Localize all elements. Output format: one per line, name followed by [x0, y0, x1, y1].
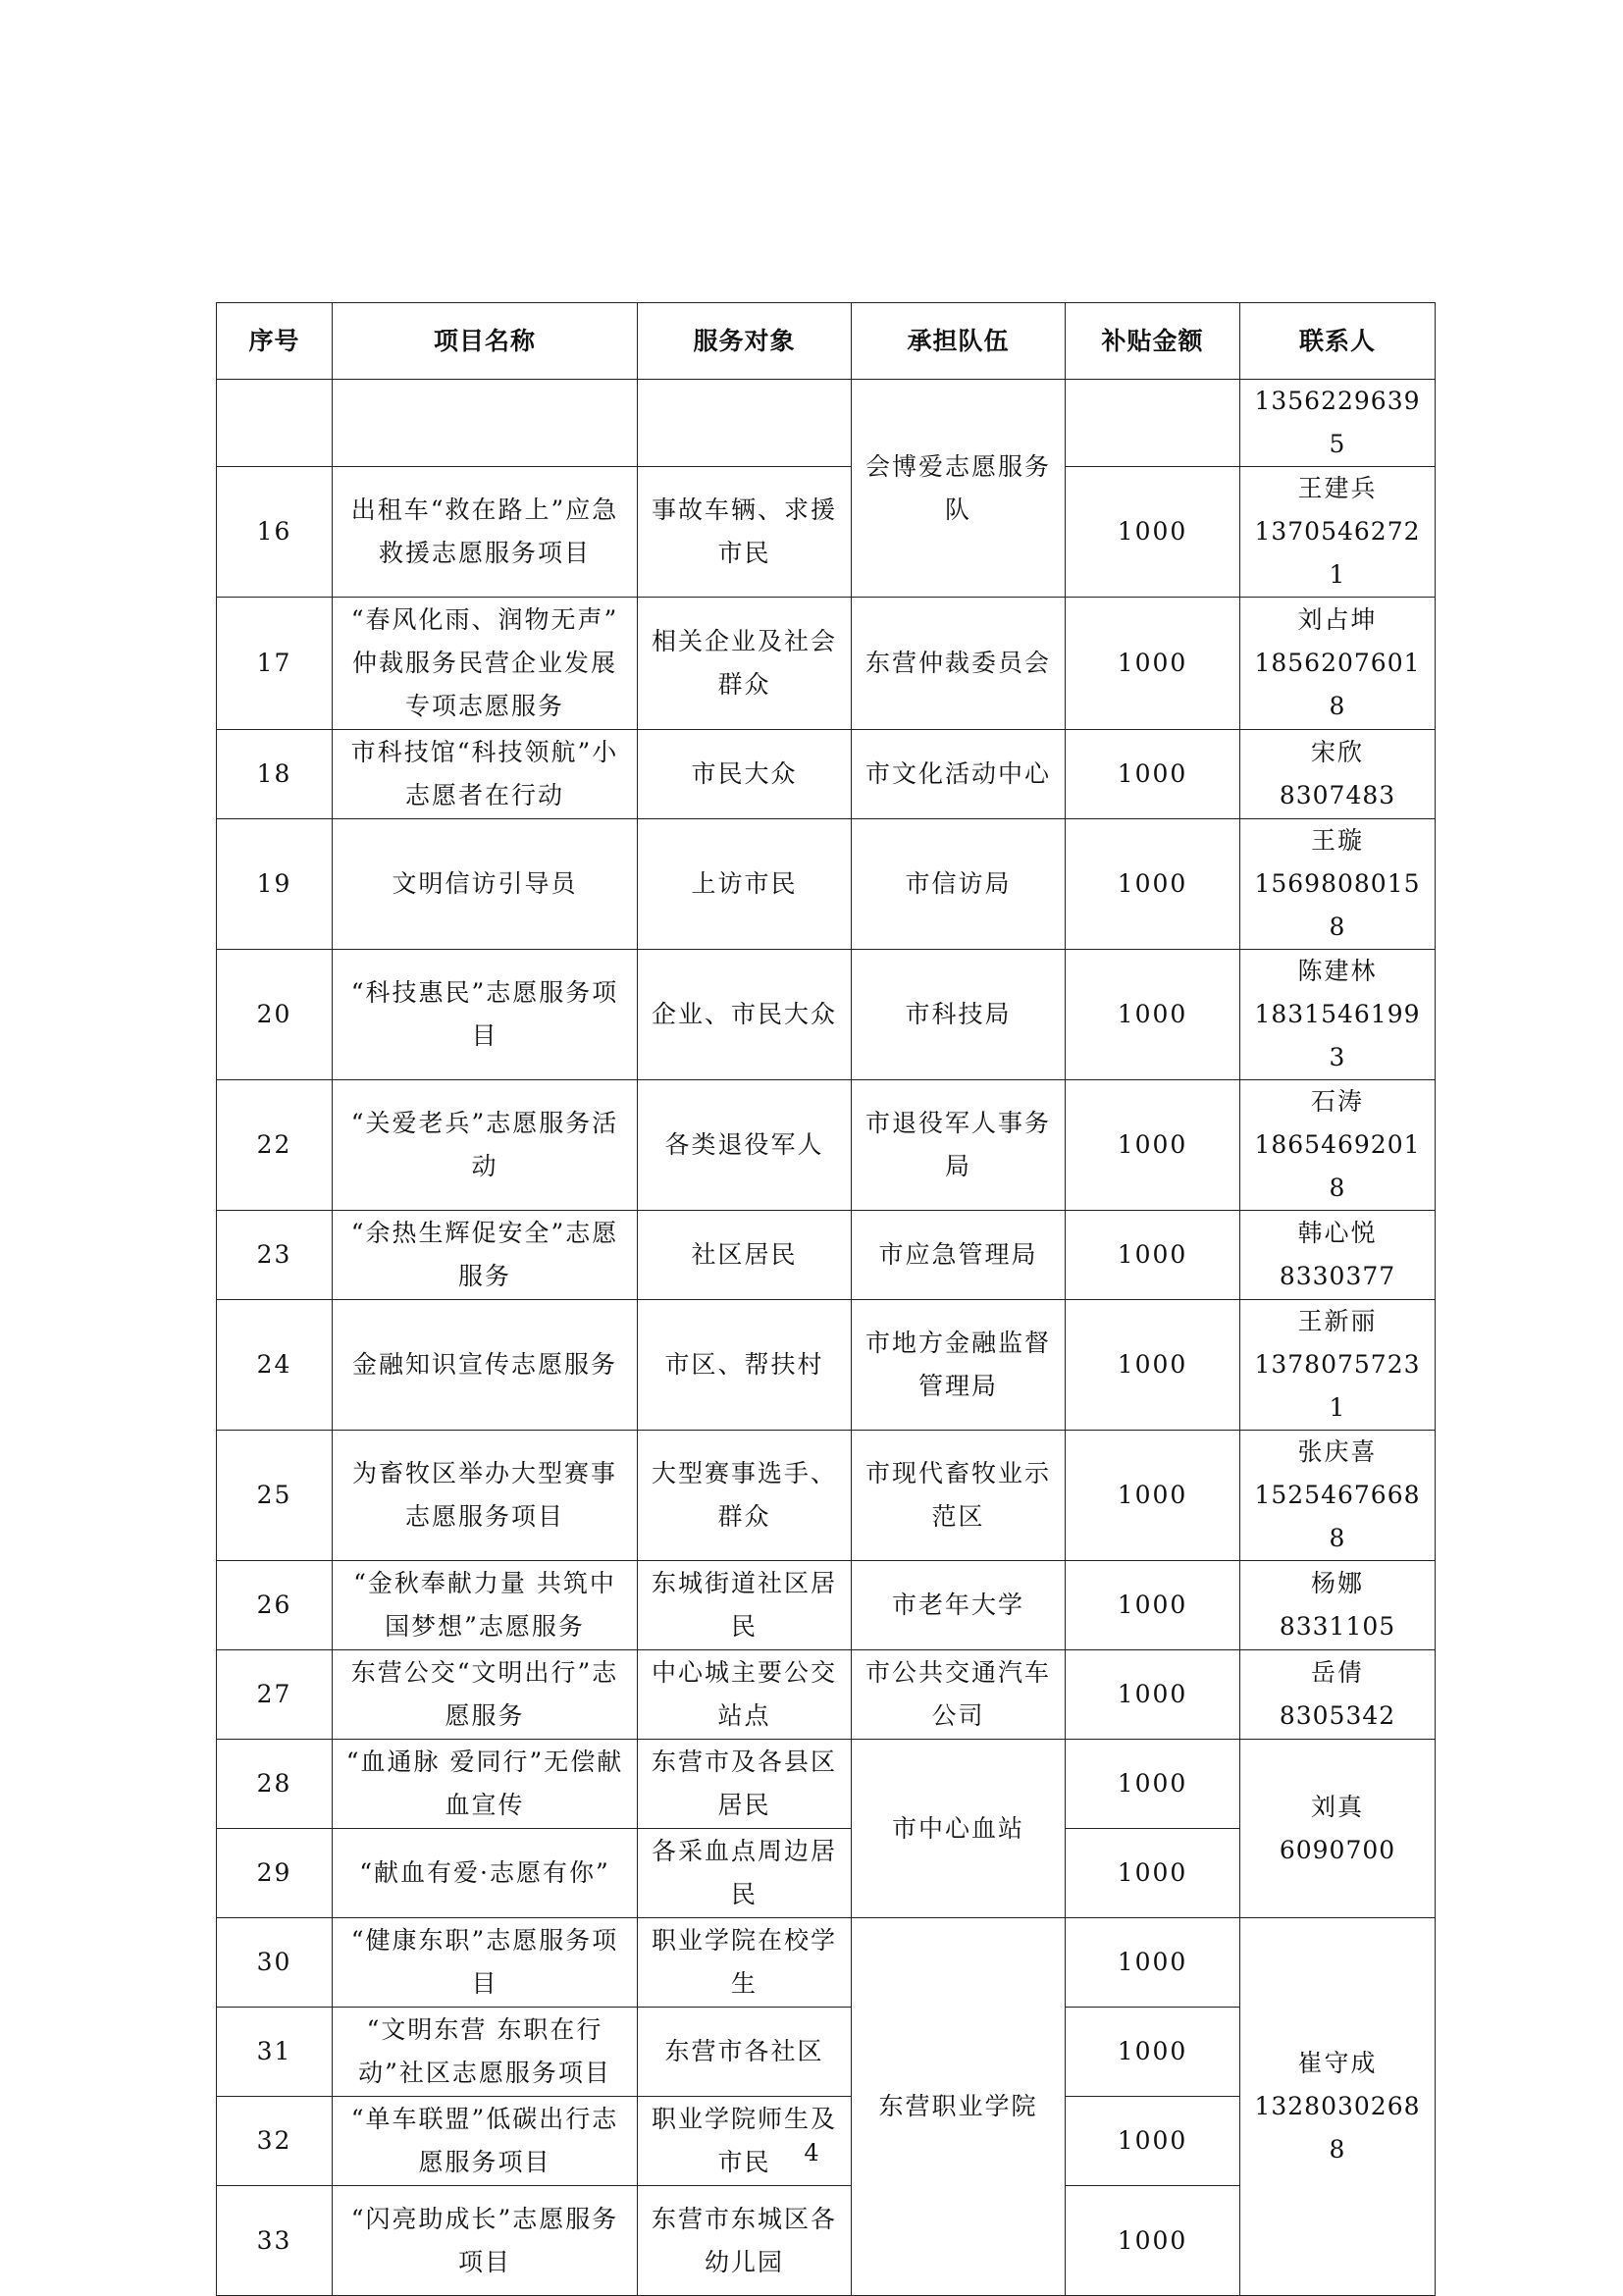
cell-service-target: 中心城主要公交站点 [638, 1650, 852, 1740]
table-row [217, 467, 1436, 598]
contact-name: 王建兵 [1297, 474, 1378, 502]
cell-no: 22 [217, 1080, 333, 1211]
cell-project-name: 市科技馆“科技领航”小志愿者在行动 [333, 730, 638, 819]
cell-project-name: “关爱老兵”志愿服务活动 [333, 1080, 638, 1211]
contact-name: 王新丽 [1297, 1307, 1378, 1335]
contact-phone: 15254676688 [1254, 1481, 1421, 1552]
cell-service-target: 相关企业及社会群众 [638, 598, 852, 730]
cell-service-target: 各采血点周边居民 [638, 1829, 852, 1918]
cell-project-name: 为畜牧区举办大型赛事志愿服务项目 [333, 1431, 638, 1561]
cell-contact [1240, 1080, 1436, 1211]
cell-contact [1240, 1300, 1436, 1431]
cell-contact [1240, 598, 1436, 730]
cell-team: 市信访局 [852, 819, 1066, 950]
cell-no: 31 [217, 2008, 333, 2097]
cell-no: 28 [217, 1740, 333, 1829]
cell-project-name: 东营公交“文明出行”志愿服务 [333, 1650, 638, 1740]
table-row [217, 730, 1436, 819]
table-row [217, 1300, 1436, 1431]
contact-phone: 15698080158 [1254, 869, 1421, 941]
cell-team: 会博爱志愿服务队 [852, 380, 1066, 598]
contact-name: 宋欣 [1310, 738, 1364, 766]
cell-service-target: 职业学院在校学生 [638, 1918, 852, 2008]
cell-team: 市文化活动中心 [852, 730, 1066, 819]
table-row [217, 598, 1436, 730]
cell-project-name: “金秋奉献力量 共筑中国梦想”志愿服务 [333, 1561, 638, 1650]
cell-team: 市现代畜牧业示范区 [852, 1431, 1066, 1561]
cell-service-target: 东营市各社区 [638, 2008, 852, 2097]
cell-service-target: 企业、市民大众 [638, 950, 852, 1080]
table-row [217, 1211, 1436, 1300]
cell-project-name: “健康东职”志愿服务项目 [333, 1918, 638, 2008]
cell-amount: 1000 [1066, 2008, 1240, 2097]
contact-phone: 13705462721 [1254, 517, 1421, 589]
cell-no: 33 [217, 2186, 333, 2296]
contact-phone: 8331105 [1279, 1612, 1396, 1641]
cell-project-name: “闪亮助成长”志愿服务项目 [333, 2186, 638, 2296]
cell-service-target: 社区居民 [638, 1211, 852, 1300]
contact-phone: 8330377 [1279, 1262, 1396, 1290]
contact-phone: 18562076018 [1254, 649, 1421, 720]
cell-amount: 1000 [1066, 1211, 1240, 1300]
cell-amount: 1000 [1066, 819, 1240, 950]
contact-name: 刘占坤 [1297, 605, 1378, 634]
cell-service-target: 东营市及各县区居民 [638, 1740, 852, 1829]
cell-service-target: 东营市东城区各幼儿园 [638, 2186, 852, 2296]
cell-amount: 1000 [1066, 2097, 1240, 2186]
cell-team: 市地方金融监督管理局 [852, 1300, 1066, 1431]
cell-amount: 1000 [1066, 1561, 1240, 1650]
header-contact: 联系人 [1240, 303, 1436, 380]
cell-project-name [333, 380, 638, 467]
cell-service-target: 职业学院师生及市民 [638, 2097, 852, 2186]
cell-amount: 1000 [1066, 1080, 1240, 1211]
cell-no: 20 [217, 950, 333, 1080]
contact-name: 崔守成 [1297, 2049, 1378, 2077]
cell-contact [1240, 1431, 1436, 1561]
cell-no: 30 [217, 1918, 333, 2008]
cell-no: 16 [217, 467, 333, 598]
contact-phone: 8305342 [1279, 1701, 1396, 1730]
contact-name: 杨娜 [1310, 1569, 1364, 1597]
header-amount: 补贴金额 [1066, 303, 1240, 380]
table-row [217, 950, 1436, 1080]
cell-team: 东营职业学院 [852, 1918, 1066, 2296]
contact-phone: 18654692018 [1254, 1130, 1421, 1202]
project-table [216, 302, 1436, 2296]
contact-name: 陈建林 [1297, 957, 1378, 985]
contact-phone: 13562296395 [1254, 387, 1421, 458]
table-row [217, 1080, 1436, 1211]
cell-team: 市中心血站 [852, 1740, 1066, 1918]
cell-contact [1240, 1650, 1436, 1740]
table-row [217, 819, 1436, 950]
cell-contact [1240, 1211, 1436, 1300]
page-number: 4 [804, 2139, 819, 2166]
cell-no: 29 [217, 1829, 333, 1918]
cell-service-target [638, 380, 852, 467]
cell-service-target: 事故车辆、求援市民 [638, 467, 852, 598]
cell-service-target: 各类退役军人 [638, 1080, 852, 1211]
cell-team: 东营仲裁委员会 [852, 598, 1066, 730]
cell-no: 32 [217, 2097, 333, 2186]
cell-no: 25 [217, 1431, 333, 1561]
cell-contact [1240, 950, 1436, 1080]
table-row [217, 1431, 1436, 1561]
cell-amount: 1000 [1066, 2186, 1240, 2296]
cell-no: 26 [217, 1561, 333, 1650]
table-row [217, 380, 1436, 467]
table-row [217, 1918, 1436, 2008]
cell-project-name: “单车联盟”低碳出行志愿服务项目 [333, 2097, 638, 2186]
header-team: 承担队伍 [852, 303, 1066, 380]
cell-contact [1240, 1561, 1436, 1650]
contact-name: 韩心悦 [1297, 1219, 1378, 1247]
table-row [217, 1740, 1436, 1829]
contact-name: 刘真 [1310, 1792, 1364, 1821]
contact-phone: 13280302688 [1254, 2092, 1421, 2164]
cell-no: 23 [217, 1211, 333, 1300]
cell-amount: 1000 [1066, 1829, 1240, 1918]
cell-amount [1066, 380, 1240, 467]
cell-service-target: 市区、帮扶村 [638, 1300, 852, 1431]
cell-project-name: “血通脉 爱同行”无偿献血宣传 [333, 1740, 638, 1829]
cell-service-target: 东城街道社区居民 [638, 1561, 852, 1650]
cell-amount: 1000 [1066, 730, 1240, 819]
cell-contact [1240, 467, 1436, 598]
cell-team: 市老年大学 [852, 1561, 1066, 1650]
contact-name: 张庆喜 [1297, 1437, 1378, 1466]
cell-service-target: 市民大众 [638, 730, 852, 819]
cell-amount: 1000 [1066, 467, 1240, 598]
header-project-name: 项目名称 [333, 303, 638, 380]
cell-amount: 1000 [1066, 950, 1240, 1080]
cell-project-name: “科技惠民”志愿服务项目 [333, 950, 638, 1080]
cell-no: 27 [217, 1650, 333, 1740]
cell-no: 17 [217, 598, 333, 730]
cell-team: 市科技局 [852, 950, 1066, 1080]
cell-no: 18 [217, 730, 333, 819]
cell-project-name: 出租车“救在路上”应急救援志愿服务项目 [333, 467, 638, 598]
contact-name: 岳倩 [1310, 1658, 1364, 1687]
cell-contact [1240, 1918, 1436, 2296]
contact-name: 王璇 [1310, 826, 1364, 855]
cell-project-name: “文明东营 东职在行动”社区志愿服务项目 [333, 2008, 638, 2097]
cell-amount: 1000 [1066, 1740, 1240, 1829]
cell-contact [1240, 819, 1436, 950]
table-row [217, 1650, 1436, 1740]
contact-phone: 13780757231 [1254, 1350, 1421, 1422]
cell-project-name: “余热生辉促安全”志愿服务 [333, 1211, 638, 1300]
header-no: 序号 [217, 303, 333, 380]
cell-project-name: “献血有爱·志愿有你” [333, 1829, 638, 1918]
cell-project-name: “春风化雨、润物无声” 仲裁服务民营企业发展专项志愿服务 [333, 598, 638, 730]
cell-amount: 1000 [1066, 1431, 1240, 1561]
cell-amount: 1000 [1066, 598, 1240, 730]
cell-project-name: 金融知识宣传志愿服务 [333, 1300, 638, 1431]
cell-amount: 1000 [1066, 1918, 1240, 2008]
header-row [217, 303, 1436, 380]
contact-phone: 18315461993 [1254, 1000, 1421, 1071]
cell-service-target: 大型赛事选手、群众 [638, 1431, 852, 1561]
contact-phone: 8307483 [1279, 781, 1396, 809]
header-service-target: 服务对象 [638, 303, 852, 380]
cell-team: 市公共交通汽车公司 [852, 1650, 1066, 1740]
cell-team: 市退役军人事务局 [852, 1080, 1066, 1211]
cell-amount: 1000 [1066, 1300, 1240, 1431]
cell-service-target: 上访市民 [638, 819, 852, 950]
cell-no: 19 [217, 819, 333, 950]
cell-contact [1240, 1740, 1436, 1918]
cell-project-name: 文明信访引导员 [333, 819, 638, 950]
table-row [217, 1561, 1436, 1650]
cell-contact [1240, 730, 1436, 819]
cell-team: 市应急管理局 [852, 1211, 1066, 1300]
cell-no: 24 [217, 1300, 333, 1431]
cell-contact [1240, 380, 1436, 467]
cell-amount: 1000 [1066, 1650, 1240, 1740]
contact-phone: 6090700 [1279, 1835, 1396, 1864]
cell-no [217, 380, 333, 467]
contact-name: 石涛 [1310, 1087, 1364, 1116]
